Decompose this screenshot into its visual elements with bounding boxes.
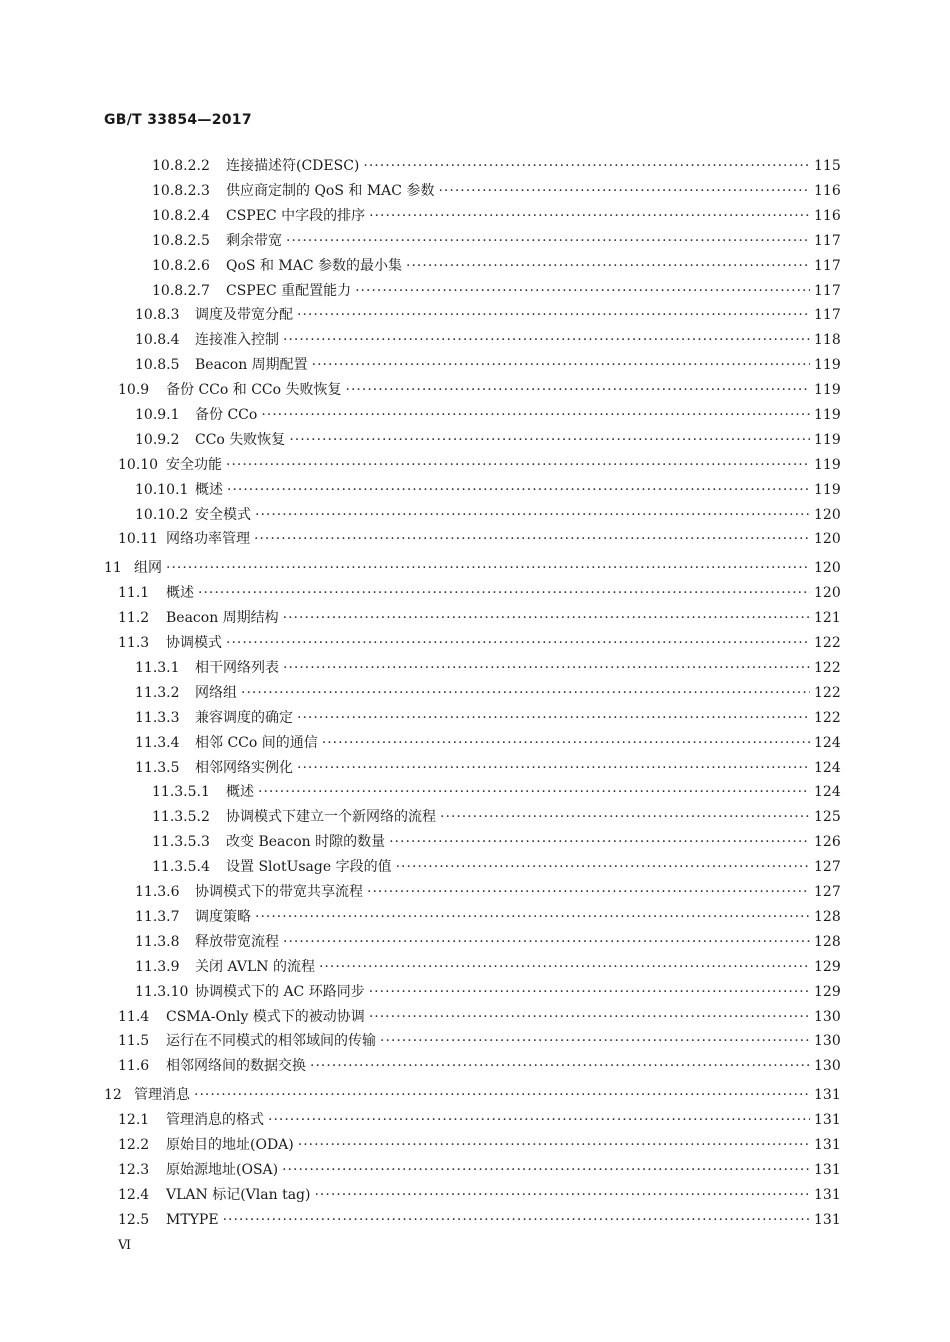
- dot-leader: [241, 683, 810, 703]
- toc-entry[interactable]: [152, 807, 841, 827]
- toc-entry[interactable]: [152, 782, 841, 802]
- toc-entry-page: 131: [814, 1187, 841, 1203]
- dot-leader: [283, 658, 810, 678]
- toc-entry-title: 协调模式下的 AC 环路同步: [195, 984, 365, 1000]
- toc-entry-page: 131: [814, 1087, 841, 1103]
- toc-entry-number: 11.3.1: [135, 660, 180, 676]
- toc-entry-page: 116: [814, 183, 841, 199]
- toc-entry[interactable]: [135, 907, 841, 927]
- toc-entry-number: 12.3: [118, 1162, 150, 1178]
- toc-entry-title: 设置 SlotUsage 字段的值: [226, 859, 392, 875]
- toc-entry-number: 11.6: [118, 1058, 150, 1074]
- dot-leader: [369, 1007, 810, 1027]
- toc-entry-title: MTYPE: [166, 1212, 219, 1228]
- toc-entry[interactable]: [118, 529, 841, 549]
- toc-entry-page: 120: [814, 585, 841, 601]
- toc-entry[interactable]: [118, 1185, 841, 1205]
- toc-entry-page: 116: [814, 208, 841, 224]
- toc-entry-page: 119: [814, 432, 841, 448]
- toc-entry[interactable]: [118, 608, 841, 628]
- toc-entry[interactable]: [135, 758, 841, 778]
- toc-entry-number: 11.3.6: [135, 884, 180, 900]
- toc-entry-number: 11.3.5.1: [152, 784, 210, 800]
- toc-entry-page: 130: [814, 1033, 841, 1049]
- toc-entry-number: 11.3.5.4: [152, 859, 210, 875]
- toc-entry-page: 122: [814, 710, 841, 726]
- toc-entry[interactable]: [135, 480, 841, 500]
- toc-entry-title: 协调模式下建立一个新网络的流程: [226, 809, 436, 825]
- toc-entry-number: 11.3.10: [135, 984, 189, 1000]
- dot-leader: [367, 882, 810, 902]
- toc-entry-number: 11.3.9: [135, 959, 180, 975]
- toc-entry-page: 130: [814, 1009, 841, 1025]
- toc-entry[interactable]: [135, 932, 841, 952]
- toc-entry-page: 117: [814, 307, 841, 323]
- dot-leader: [226, 633, 810, 653]
- toc-entry-title: 释放带宽流程: [195, 934, 279, 950]
- toc-entry-number: 11.3.4: [135, 735, 180, 751]
- page-number: Ⅵ: [118, 1238, 132, 1253]
- toc-entry-title: 组网: [134, 560, 162, 576]
- toc-entry[interactable]: [118, 1031, 841, 1051]
- toc-entry-number: 10.8.2.2: [152, 158, 210, 174]
- toc-entry-title: 协调模式: [166, 635, 222, 651]
- toc-entry-page: 122: [814, 685, 841, 701]
- dot-leader: [258, 782, 810, 802]
- toc-entry[interactable]: [135, 430, 841, 450]
- toc-entry-number: 11.5: [118, 1033, 150, 1049]
- dot-leader: [226, 455, 810, 475]
- toc-entry-title: Beacon 周期配置: [195, 357, 308, 373]
- dot-leader: [322, 733, 810, 753]
- toc-entry[interactable]: [135, 330, 841, 350]
- dot-leader: [438, 181, 810, 201]
- toc-entry-title: CSMA-Only 模式下的被动协调: [166, 1009, 365, 1025]
- toc-entry-title: CSPEC 重配置能力: [226, 283, 352, 299]
- toc-entry-number: 10.8.2.5: [152, 233, 210, 249]
- toc-entry-number: 12.4: [118, 1187, 150, 1203]
- toc-entry-number: 10.8.2.3: [152, 183, 210, 199]
- toc-entry-page: 115: [814, 158, 841, 174]
- toc-entry-number: 11.3.2: [135, 685, 180, 701]
- toc-entry[interactable]: [135, 355, 841, 375]
- toc-entry[interactable]: [152, 231, 841, 251]
- toc-entry[interactable]: [104, 558, 841, 578]
- toc-entry-number: 10.9.2: [135, 432, 180, 448]
- dot-leader: [194, 1085, 810, 1105]
- toc-entry-page: 124: [814, 784, 841, 800]
- dot-leader: [255, 505, 810, 525]
- toc-entry[interactable]: [135, 708, 841, 728]
- toc-entry-number: 10.8.2.6: [152, 258, 210, 274]
- dot-leader: [283, 608, 810, 628]
- toc-entry-title: 原始源地址(OSA): [166, 1162, 279, 1178]
- toc-entry[interactable]: [152, 256, 841, 276]
- toc-entry-title: QoS 和 MAC 参数的最小集: [226, 258, 403, 274]
- toc-entry-page: 127: [814, 859, 841, 875]
- toc-entry-page: 124: [814, 760, 841, 776]
- toc-entry-page: 130: [814, 1058, 841, 1074]
- dot-leader: [268, 1110, 810, 1130]
- toc-entry[interactable]: [118, 633, 841, 653]
- toc-entry-title: 运行在不同模式的相邻域间的传输: [166, 1033, 376, 1049]
- dot-leader: [223, 1210, 810, 1230]
- toc-entry-title: VLAN 标记(Vlan tag): [166, 1187, 311, 1203]
- toc-entry[interactable]: [118, 1056, 841, 1076]
- toc-entry-number: 10.9: [118, 382, 150, 398]
- dot-leader: [282, 1160, 810, 1180]
- toc-entry-number: 10.10: [118, 457, 159, 473]
- toc-entry-number: 11.3.8: [135, 934, 180, 950]
- toc-entry-title: 相干网络列表: [195, 660, 279, 676]
- toc-entry[interactable]: [135, 882, 841, 902]
- toc-entry-title: 管理消息: [134, 1087, 190, 1103]
- toc-entry-title: 改变 Beacon 时隙的数量: [226, 834, 386, 850]
- toc-entry-number: 10.8.3: [135, 307, 180, 323]
- toc-entry-page: 117: [814, 283, 841, 299]
- toc-entry-page: 118: [814, 332, 841, 348]
- toc-entry-number: 11.3.5.2: [152, 809, 210, 825]
- dot-leader: [283, 330, 810, 350]
- toc-entry-title: 调度策略: [195, 909, 251, 925]
- toc-entry-title: Beacon 周期结构: [166, 610, 279, 626]
- dot-leader: [319, 957, 810, 977]
- toc-entry-title: 安全功能: [166, 457, 222, 473]
- dot-leader: [363, 156, 810, 176]
- toc-entry-number: 11.1: [118, 585, 150, 601]
- toc-entry-page: 131: [814, 1162, 841, 1178]
- toc-entry-number: 10.10.1: [135, 482, 189, 498]
- dot-leader: [297, 708, 810, 728]
- toc-entry[interactable]: [152, 206, 841, 226]
- toc-entry-number: 11.3.7: [135, 909, 180, 925]
- toc-entry-title: CSPEC 中字段的排序: [226, 208, 366, 224]
- toc-entry-number: 11.3: [118, 635, 150, 651]
- toc-entry-page: 122: [814, 635, 841, 651]
- toc-entry-title: 相邻 CCo 间的通信: [195, 735, 318, 751]
- toc-entry[interactable]: [135, 505, 841, 525]
- toc-entry[interactable]: [104, 1085, 841, 1105]
- toc-entry[interactable]: [135, 405, 841, 425]
- dot-leader: [396, 857, 810, 877]
- dot-leader: [286, 231, 810, 251]
- toc-entry-number: 12.1: [118, 1112, 150, 1128]
- toc-entry-title: 概述: [166, 585, 194, 601]
- toc-entry-page: 129: [814, 984, 841, 1000]
- toc-entry-title: 剩余带宽: [226, 233, 282, 249]
- toc-entry-page: 125: [814, 809, 841, 825]
- dot-leader: [355, 281, 810, 301]
- toc-entry-title: 相邻网络实例化: [195, 760, 293, 776]
- toc-entry-title: 连接描述符(CDESC): [226, 158, 360, 174]
- toc-entry-page: 127: [814, 884, 841, 900]
- toc-entry[interactable]: [152, 156, 841, 176]
- toc-entry[interactable]: [152, 857, 841, 877]
- dot-leader: [346, 380, 810, 400]
- toc-entry-page: 124: [814, 735, 841, 751]
- dot-leader: [261, 405, 810, 425]
- toc-entry-page: 119: [814, 382, 841, 398]
- toc-entry-number: 11.3.5.3: [152, 834, 210, 850]
- dot-leader: [255, 907, 810, 927]
- toc-entry[interactable]: [118, 1007, 841, 1027]
- toc-entry-number: 10.8.2.7: [152, 283, 210, 299]
- toc-entry[interactable]: [135, 733, 841, 753]
- toc-entry-title: 协调模式下的带宽共享流程: [195, 884, 363, 900]
- dot-leader: [198, 583, 810, 603]
- toc-entry-page: 120: [814, 507, 841, 523]
- toc-entry[interactable]: [118, 1160, 841, 1180]
- toc-entry[interactable]: [118, 380, 841, 400]
- toc-entry-number: 12.2: [118, 1137, 150, 1153]
- toc-entry-number: 10.8.5: [135, 357, 180, 373]
- toc-entry-number: 10.11: [118, 531, 159, 547]
- dot-leader: [310, 1056, 810, 1076]
- toc-entry[interactable]: [152, 281, 841, 301]
- toc-entry[interactable]: [135, 658, 841, 678]
- toc-entry[interactable]: [118, 1210, 841, 1230]
- toc-entry-page: 119: [814, 457, 841, 473]
- toc-entry-title: 原始目的地址(ODA): [166, 1137, 294, 1153]
- toc-entry-title: 管理消息的格式: [166, 1112, 264, 1128]
- dot-leader: [298, 1135, 810, 1155]
- toc-entry-page: 131: [814, 1137, 841, 1153]
- toc-entry-title: 备份 CCo: [195, 407, 258, 423]
- toc-entry-page: 129: [814, 959, 841, 975]
- toc-entry-title: 供应商定制的 QoS 和 MAC 参数: [226, 183, 435, 199]
- toc-entry-number: 11.3.5: [135, 760, 180, 776]
- toc-entry[interactable]: [135, 982, 841, 1002]
- dot-leader: [406, 256, 810, 276]
- dot-leader: [297, 305, 810, 325]
- toc-entry-title: 备份 CCo 和 CCo 失败恢复: [166, 382, 342, 398]
- dot-leader: [380, 1031, 810, 1051]
- toc-entry-number: 10.10.2: [135, 507, 189, 523]
- toc-entry-number: 11: [104, 560, 122, 576]
- toc-entry[interactable]: [135, 305, 841, 325]
- dot-leader: [369, 206, 810, 226]
- toc-entry[interactable]: [118, 455, 841, 475]
- toc-entry-page: 131: [814, 1212, 841, 1228]
- toc-entry-title: 兼容调度的确定: [195, 710, 293, 726]
- toc-entry-page: 117: [814, 258, 841, 274]
- document-number: GB/T 33854—2017: [104, 112, 252, 128]
- toc-entry-title: 关闭 AVLN 的流程: [195, 959, 315, 975]
- toc-entry-title: 安全模式: [195, 507, 251, 523]
- toc-entry-page: 128: [814, 909, 841, 925]
- dot-leader: [369, 982, 810, 1002]
- dot-leader: [314, 1185, 810, 1205]
- toc-entry-page: 122: [814, 660, 841, 676]
- dot-leader: [440, 807, 810, 827]
- dot-leader: [297, 758, 810, 778]
- dot-leader: [312, 355, 810, 375]
- toc-entry[interactable]: [152, 832, 841, 852]
- toc-entry-page: 117: [814, 233, 841, 249]
- toc-entry-number: 10.9.1: [135, 407, 180, 423]
- toc-entry-page: 119: [814, 482, 841, 498]
- toc-entry-number: 11.4: [118, 1009, 150, 1025]
- toc-entry[interactable]: [118, 583, 841, 603]
- dot-leader: [289, 430, 810, 450]
- toc-entry-title: 概述: [226, 784, 254, 800]
- toc-entry-number: 10.8.4: [135, 332, 180, 348]
- toc-entry-number: 11.2: [118, 610, 150, 626]
- toc-entry-number: 10.8.2.4: [152, 208, 210, 224]
- toc-entry[interactable]: [135, 957, 841, 977]
- toc-entry-page: 120: [814, 531, 841, 547]
- toc-entry[interactable]: [135, 683, 841, 703]
- toc-entry-title: 连接准入控制: [195, 332, 279, 348]
- toc-entry-number: 12: [104, 1087, 122, 1103]
- toc-entry-number: 11.3.3: [135, 710, 180, 726]
- toc-entry[interactable]: [152, 181, 841, 201]
- toc-entry-page: 131: [814, 1112, 841, 1128]
- toc-entry-title: 调度及带宽分配: [195, 307, 293, 323]
- toc-entry-page: 120: [814, 560, 841, 576]
- toc-entry[interactable]: [118, 1135, 841, 1155]
- dot-leader: [227, 480, 810, 500]
- dot-leader: [389, 832, 810, 852]
- dot-leader: [254, 529, 810, 549]
- toc-entry-page: 121: [814, 610, 841, 626]
- toc-entry-page: 128: [814, 934, 841, 950]
- toc-entry-page: 119: [814, 407, 841, 423]
- toc-entry[interactable]: [118, 1110, 841, 1130]
- toc-entry-title: CCo 失败恢复: [195, 432, 286, 448]
- dot-leader: [166, 558, 810, 578]
- dot-leader: [283, 932, 810, 952]
- toc-entry-page: 119: [814, 357, 841, 373]
- toc-entry-title: 网络组: [195, 685, 237, 701]
- toc-entry-title: 网络功率管理: [166, 531, 250, 547]
- toc-entry-number: 12.5: [118, 1212, 150, 1228]
- toc-entry-title: 概述: [195, 482, 223, 498]
- toc-entry-title: 相邻网络间的数据交换: [166, 1058, 306, 1074]
- toc-entry-page: 126: [814, 834, 841, 850]
